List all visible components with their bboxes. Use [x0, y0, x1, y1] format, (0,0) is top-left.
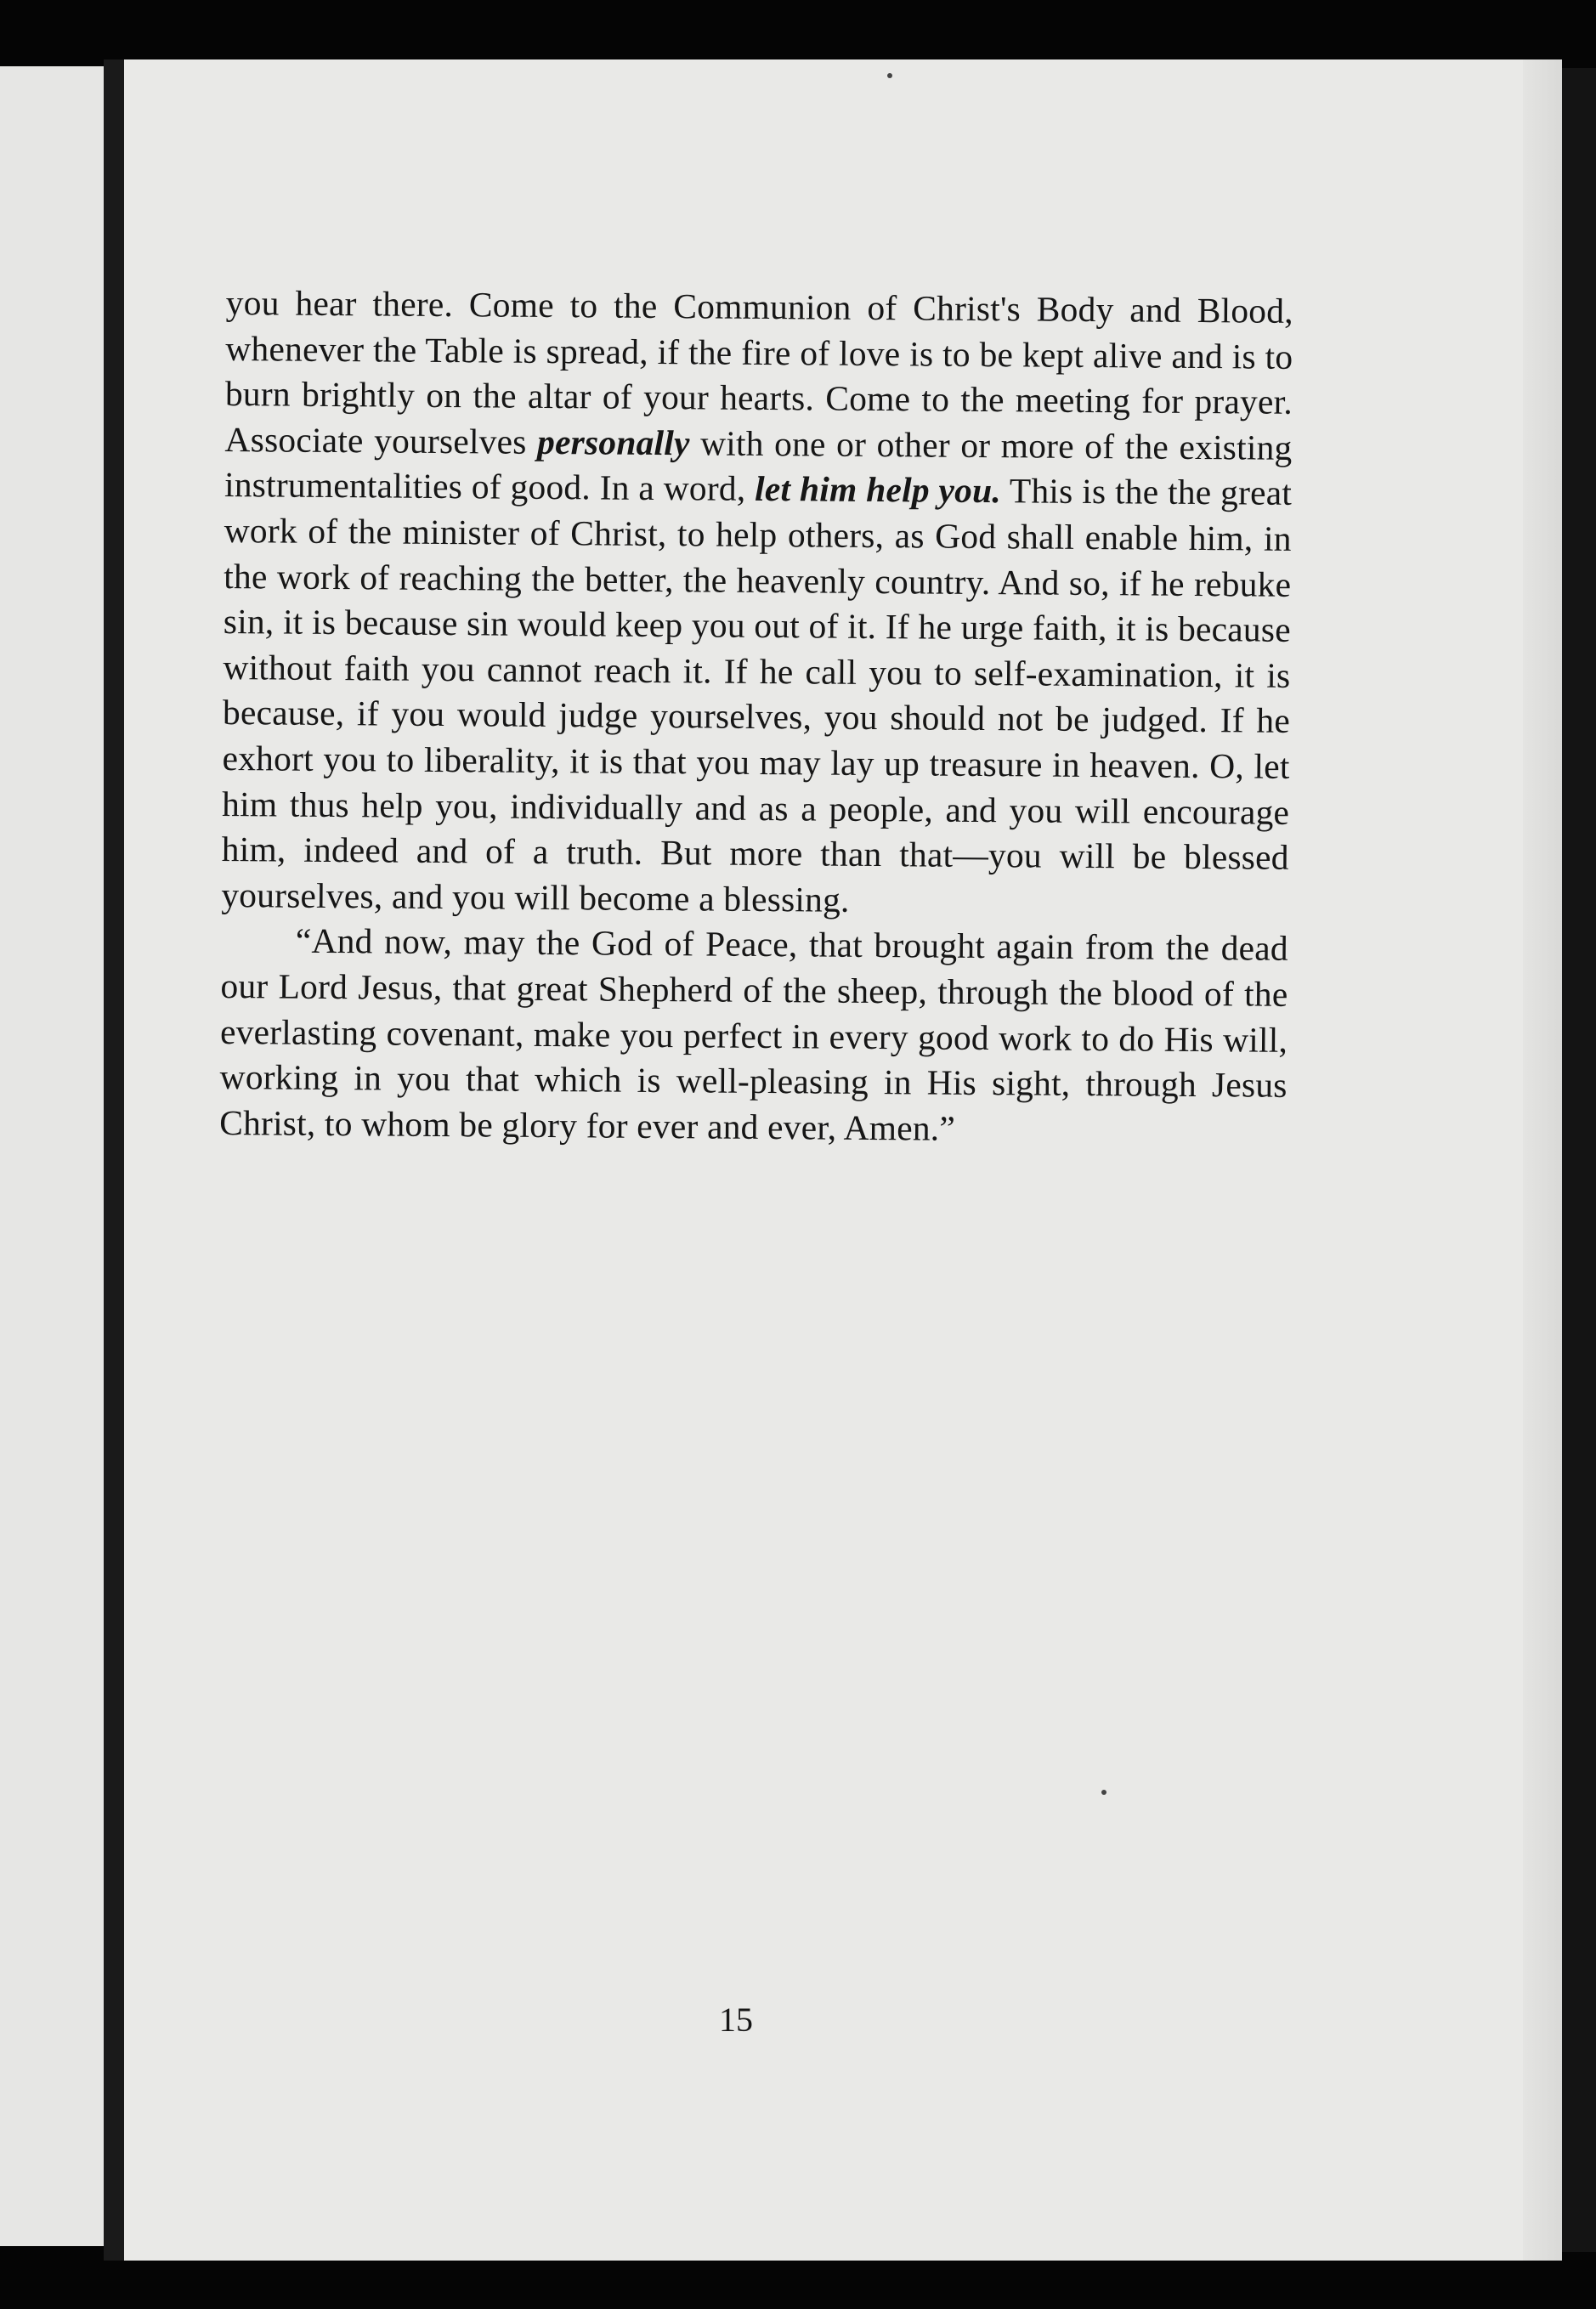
- paragraph-1-text-b: with one or other or more of the existing instrumentalities of good. In a word,: [224, 423, 1293, 509]
- emphasis-let-him-help-you: let him help you.: [754, 469, 1002, 511]
- paragraph-1-text-c: This is the the great work of the minister of Christ, to help others, as God shall enable him, in the work of reaching the better, the heavenly country. And so, if he rebuke sin, it is because sin would keep you out of it. If he urge faith, it is because without faith you cannot reach it. If he call you to self-examination, it is because, if you would judge yourselves, you should not be judged. If he exhort you to liberality, it is that you may lay up treasure in heaven. O, let him thus help you, individually and as a people, and you will encourage him, indeed and of a truth. But more than that—you will be blessed yourselves, and you will become a blessing.: [221, 471, 1293, 920]
- body-text: [219, 280, 1293, 1154]
- paragraph-1: [221, 280, 1293, 926]
- scan-border-right: [1562, 68, 1596, 2252]
- page-edge-shadow: [1523, 59, 1562, 2261]
- left-page-edge: [0, 66, 104, 2246]
- paragraph-1-text-a: you hear there. Come to the Communion of Christ's Body and Blood, whenever the Table is spread, if the fire of love is to be kept alive and is to burn brightly on the altar of your hearts. Come to the meeting for prayer. Associate yourselves: [224, 282, 1293, 461]
- paragraph-2-benediction: “And now, may the God of Peace, that brought again from the dead our Lord Jesus, that great Shepherd of the sheep, through the blood of the everlasting covenant, make you perfect in every good work to do His will, working in you that which is well-pleasing in His sight, through Jesus Christ, to whom be glory for ever and ever, Amen.”: [219, 920, 1289, 1148]
- scan-speck: [887, 73, 892, 78]
- scan-speck: [1101, 1790, 1106, 1795]
- page-number: 15: [719, 2001, 753, 2039]
- emphasis-personally: personally: [536, 422, 690, 463]
